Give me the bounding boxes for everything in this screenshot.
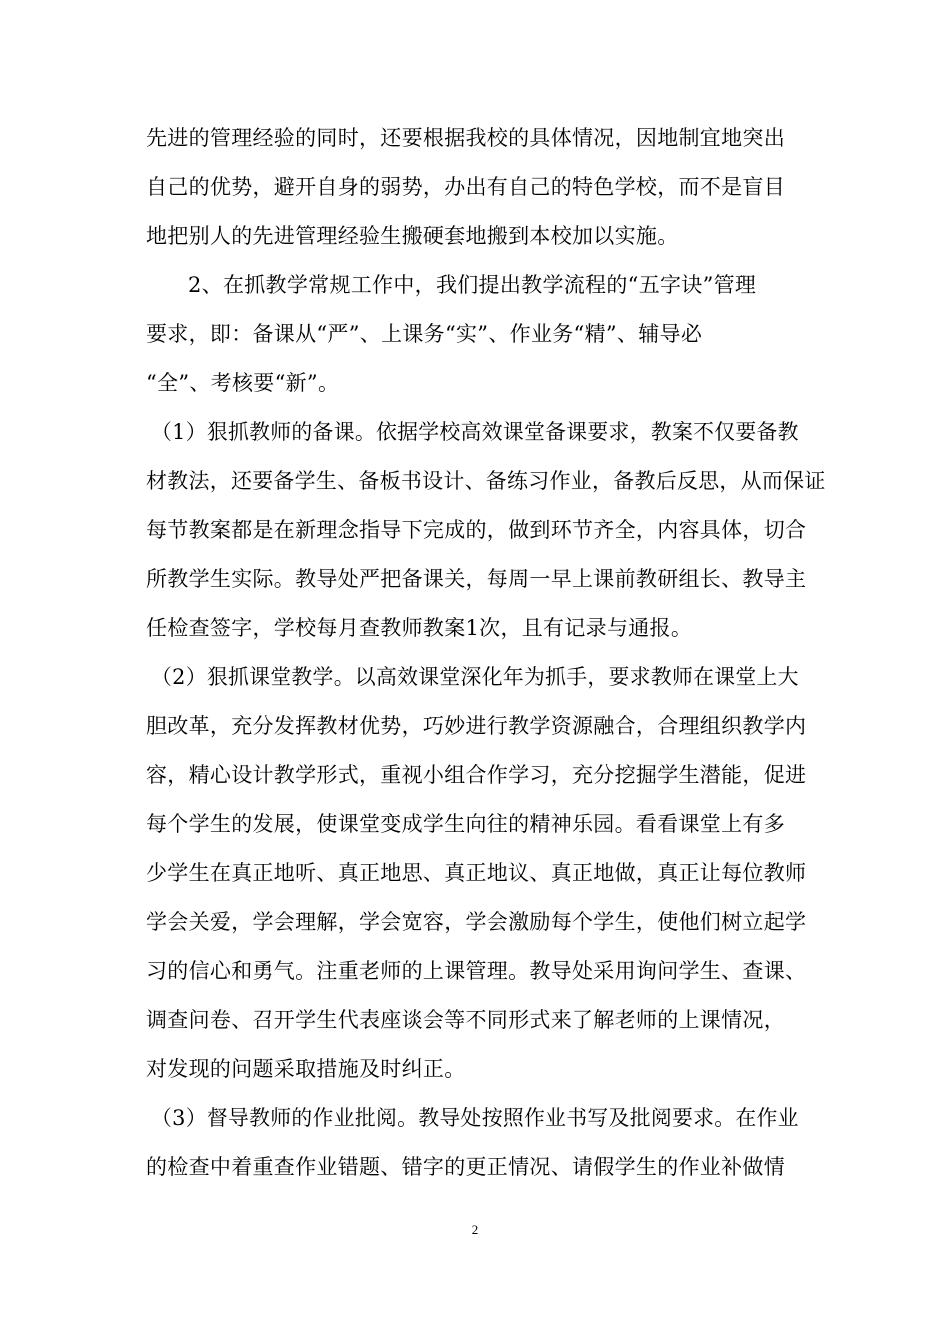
body-text-line: 任检查签字，学校每月查教师教案1次，且有记录与通报。 bbox=[146, 616, 693, 640]
body-text-line: 地把别人的先进管理经验生搬硬套地搬到本校加以实施。 bbox=[146, 224, 679, 248]
body-text-line: 每节教案都是在新理念指导下完成的，做到环节齐全，内容具体，切合 bbox=[146, 518, 807, 542]
subsection-line: （3）督导教师的作业批阅。教导处按照作业书写及批阅要求。在作业 bbox=[151, 1106, 799, 1130]
body-text-line: 材教法，还要备学生、备板书设计、备练习作业，备教后反思，从而保证 bbox=[146, 469, 826, 493]
subsection-line: （1）狠抓教师的备课。依据学校高效课堂备课要求，教案不仅要备教 bbox=[151, 420, 799, 444]
body-text-line: “全”、考核要“新”。 bbox=[146, 371, 340, 395]
body-text-line: 所教学生实际。教导处严把备课关，每周一早上课前教研组长、教导主 bbox=[146, 567, 807, 591]
body-text-line: 每个学生的发展，使课堂变成学生向往的精神乐园。看看课堂上有多 bbox=[146, 812, 785, 836]
body-text-line: 习的信心和勇气。注重老师的上课管理。教导处采用询问学生、查课、 bbox=[146, 959, 807, 983]
body-text-line: 对发现的问题采取措施及时纠正。 bbox=[146, 1057, 466, 1081]
body-text-line: 要求，即：备课从“严”、上课务“实”、作业务“精”、辅导必 bbox=[146, 322, 703, 346]
body-text-line: 调查问卷、召开学生代表座谈会等不同形式来了解老师的上课情况， bbox=[146, 1008, 785, 1032]
body-text-line: 容，精心设计教学形式，重视小组合作学习，充分挖掘学生潜能，促进 bbox=[146, 763, 807, 787]
body-text-line: 的检查中着重查作业错题、错字的更正情况、请假学生的作业补做情 bbox=[146, 1155, 785, 1179]
section-heading-line: 2、在抓教学常规工作中，我们提出教学流程的“五字诀”管理 bbox=[188, 273, 757, 297]
body-text-line: 先进的管理经验的同时，还要根据我校的具体情况，因地制宜地突出 bbox=[146, 126, 785, 150]
body-text-line: 学会关爱，学会理解，学会宽容，学会激励每个学生，使他们树立起学 bbox=[146, 910, 807, 934]
page-number: 2 bbox=[471, 1222, 479, 1237]
subsection-line: （2）狠抓课堂教学。以高效课堂深化年为抓手，要求教师在课堂上大 bbox=[151, 665, 799, 689]
body-text-line: 自己的优势，避开自身的弱势，办出有自己的特色学校，而不是盲目 bbox=[146, 175, 785, 199]
body-text-line: 胆改革，充分发挥教材优势，巧妙进行教学资源融合，合理组织教学内 bbox=[146, 714, 807, 738]
body-text-line: 少学生在真正地听、真正地思、真正地议、真正地做，真正让每位教师 bbox=[146, 861, 807, 885]
